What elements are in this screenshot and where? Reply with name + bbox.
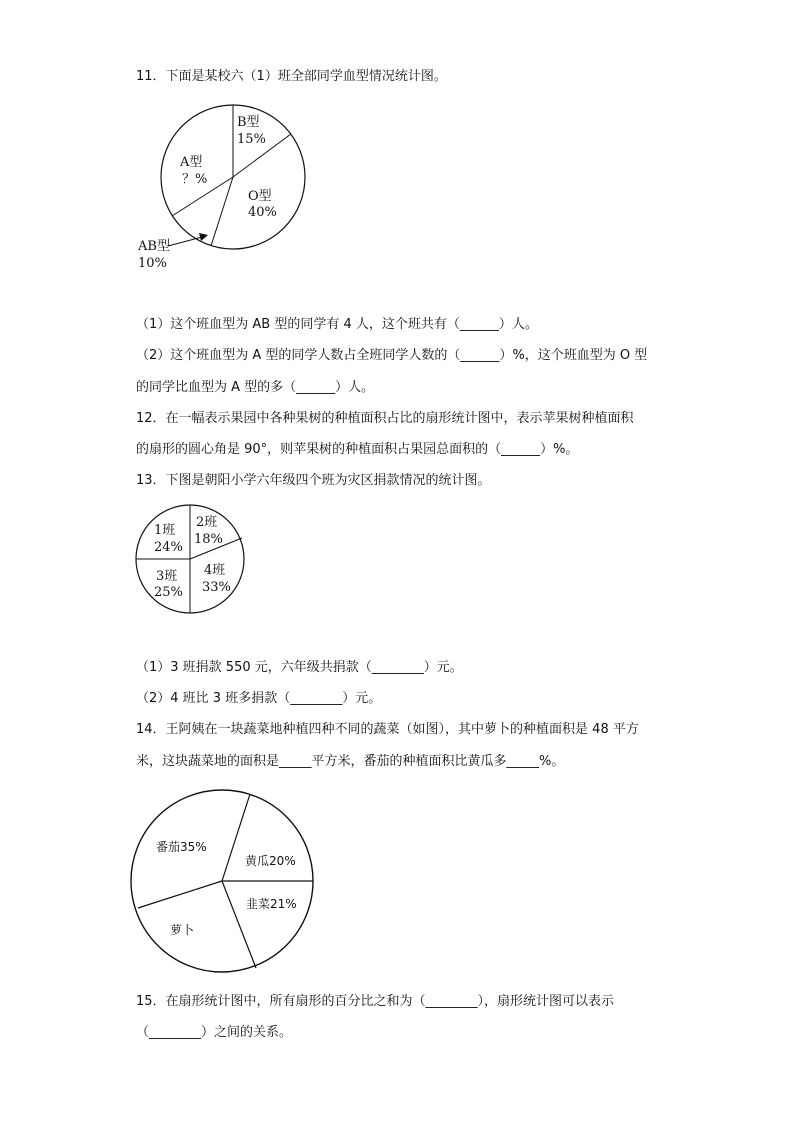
q12-line-a: 12．在一幅表示果园中各种果树的种植面积占比的扇形统计图中，表示苹果树种植面积 xyxy=(136,411,634,426)
slice-label-b-value: 15% xyxy=(237,132,266,147)
q11-sub1: （1）这个班血型为 AB 型的同学有 4 人，这个班共有（______）人。 xyxy=(136,317,538,332)
slice-label-o-name: O型 xyxy=(248,189,272,204)
slice-label-ab-name: AB型 xyxy=(138,239,170,254)
slice-label-class2-name: 2班 xyxy=(196,515,218,530)
slice-label-tomato: 番茄35% xyxy=(156,840,207,854)
q13-sub2: （2）4 班比 3 班多捐款（________）元。 xyxy=(136,691,382,706)
q15-line-a: 15．在扇形统计图中，所有扇形的百分比之和为（________），扇形统计图可以表示 xyxy=(136,994,615,1009)
q13-sub1: （1）3 班捐款 550 元，六年级共捐款（________）元。 xyxy=(136,660,463,675)
slice-label-chives: 韭菜21% xyxy=(246,897,297,911)
slice-label-b-name: B型 xyxy=(237,115,260,130)
slice-label-ab-value: 10% xyxy=(138,256,167,271)
q11-title: 11．下面是某校六（1）班全部同学血型情况统计图。 xyxy=(136,69,447,84)
slice-label-a-value: ？% xyxy=(182,172,208,187)
slice-label-class1-value: 24% xyxy=(154,540,183,555)
q11-sub2-b: 的同学比血型为 A 型的多（______）人。 xyxy=(136,380,375,395)
q12-line-b: 的扇形的圆心角是 90°，则苹果树的种植面积占果园总面积的（______）%。 xyxy=(136,442,579,457)
slice-label-cucumber: 黄瓜20% xyxy=(245,854,296,868)
q14-line-b: 米，这块蔬菜地的面积是_____平方米，番茄的种植面积比黄瓜多_____%。 xyxy=(136,754,565,769)
vegetable-pie-chart xyxy=(128,788,328,978)
slice-label-o-value: 40% xyxy=(248,205,277,220)
q13-title: 13．下图是朝阳小学六年级四个班为灾区捐款情况的统计图。 xyxy=(136,473,491,488)
q15-line-b: （________）之间的关系。 xyxy=(136,1025,293,1040)
slice-label-class4-value: 33% xyxy=(202,580,231,595)
donation-pie-chart xyxy=(134,502,254,617)
slice-label-class1-name: 1班 xyxy=(154,523,176,538)
q14-line-a: 14．王阿姨在一块蔬菜地种植四种不同的蔬菜（如图），其中萝卜的种植面积是 48 平方 xyxy=(136,722,639,737)
slice-label-class3-value: 25% xyxy=(154,585,183,600)
blood-type-pie-chart xyxy=(128,102,328,277)
ab-callout-arrow-line xyxy=(168,237,202,246)
slice-label-class3-name: 3班 xyxy=(156,569,178,584)
slice-label-a-name: A型 xyxy=(180,155,203,170)
slice-label-class4-name: 4班 xyxy=(204,563,226,578)
q11-sub2-a: （2）这个班血型为 A 型的同学人数占全班同学人数的（______）%，这个班血型为 O 型 xyxy=(136,348,648,363)
slice-label-radish: 萝卜 xyxy=(170,923,195,937)
slice-label-class2-value: 18% xyxy=(194,532,223,547)
